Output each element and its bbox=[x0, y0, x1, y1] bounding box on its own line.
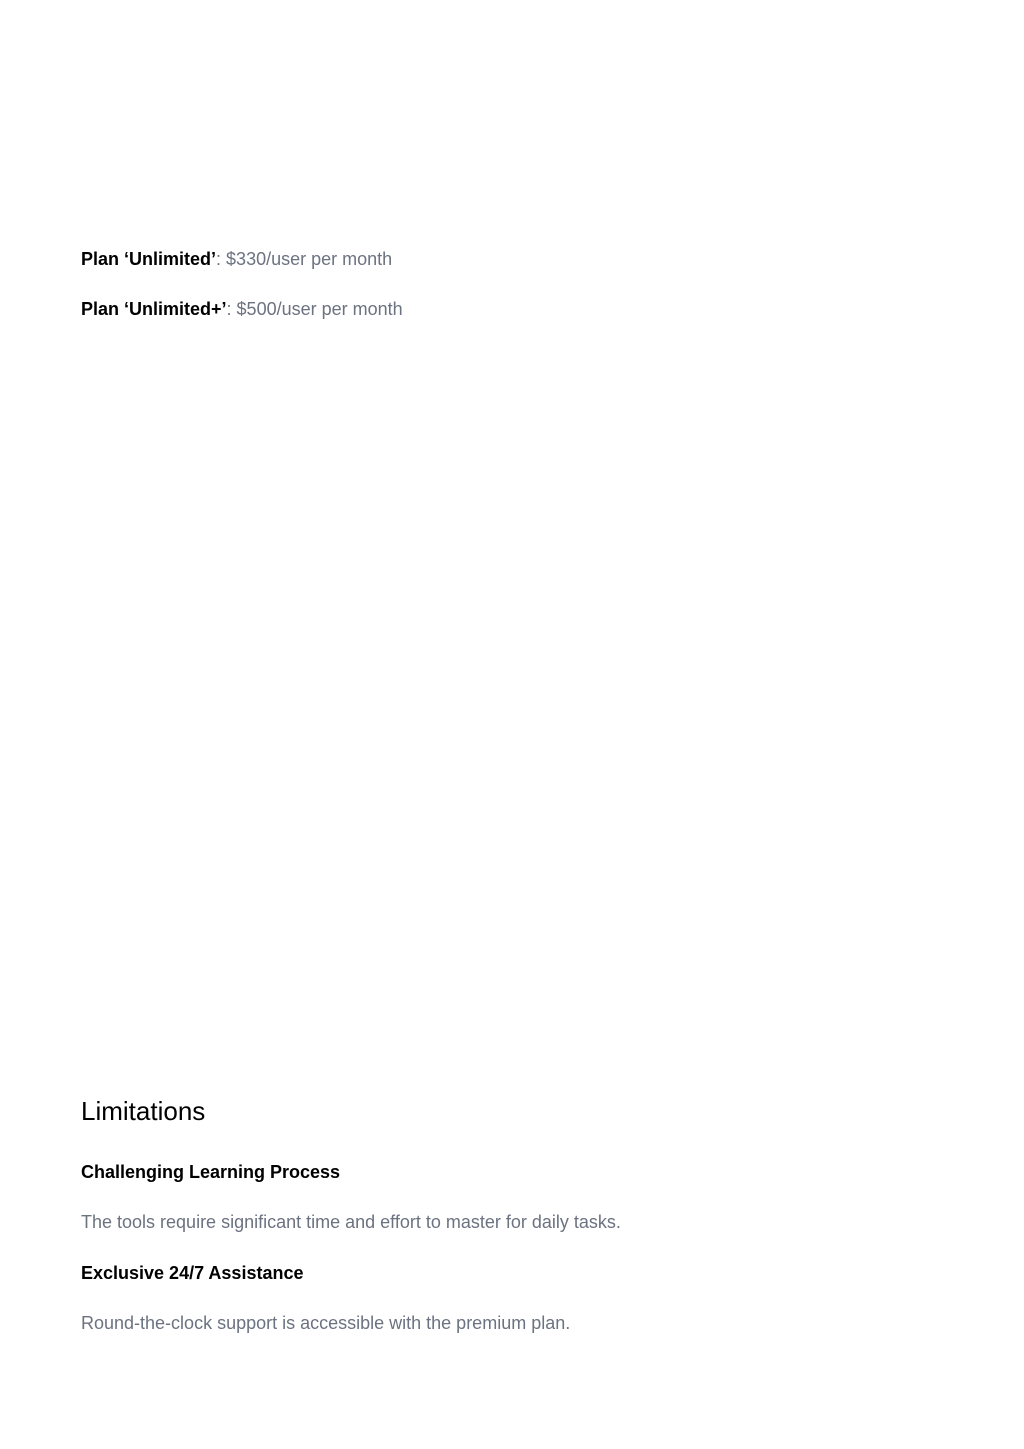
plan-unlimited bbox=[81, 248, 392, 270]
plan-price: $330/user per month bbox=[226, 249, 393, 269]
limitation-title: Exclusive 24/7 Assistance bbox=[81, 1263, 304, 1283]
limitation-description: Round-the-clock support is accessible with the premium plan. bbox=[81, 1313, 571, 1333]
plan-unlimited-plus bbox=[81, 298, 403, 320]
plan-separator: : bbox=[226, 299, 237, 319]
plan-price: $500/user per month bbox=[236, 299, 403, 319]
limitation-description: The tools require significant time and effort to master for daily tasks. bbox=[81, 1212, 621, 1232]
plan-separator: : bbox=[216, 249, 227, 269]
plan-name: Plan ‘Unlimited’ bbox=[81, 249, 217, 269]
section-heading: Limitations bbox=[81, 1096, 206, 1126]
limitation-title: Challenging Learning Process bbox=[81, 1162, 341, 1182]
plan-name: Plan ‘Unlimited+’ bbox=[81, 299, 227, 319]
